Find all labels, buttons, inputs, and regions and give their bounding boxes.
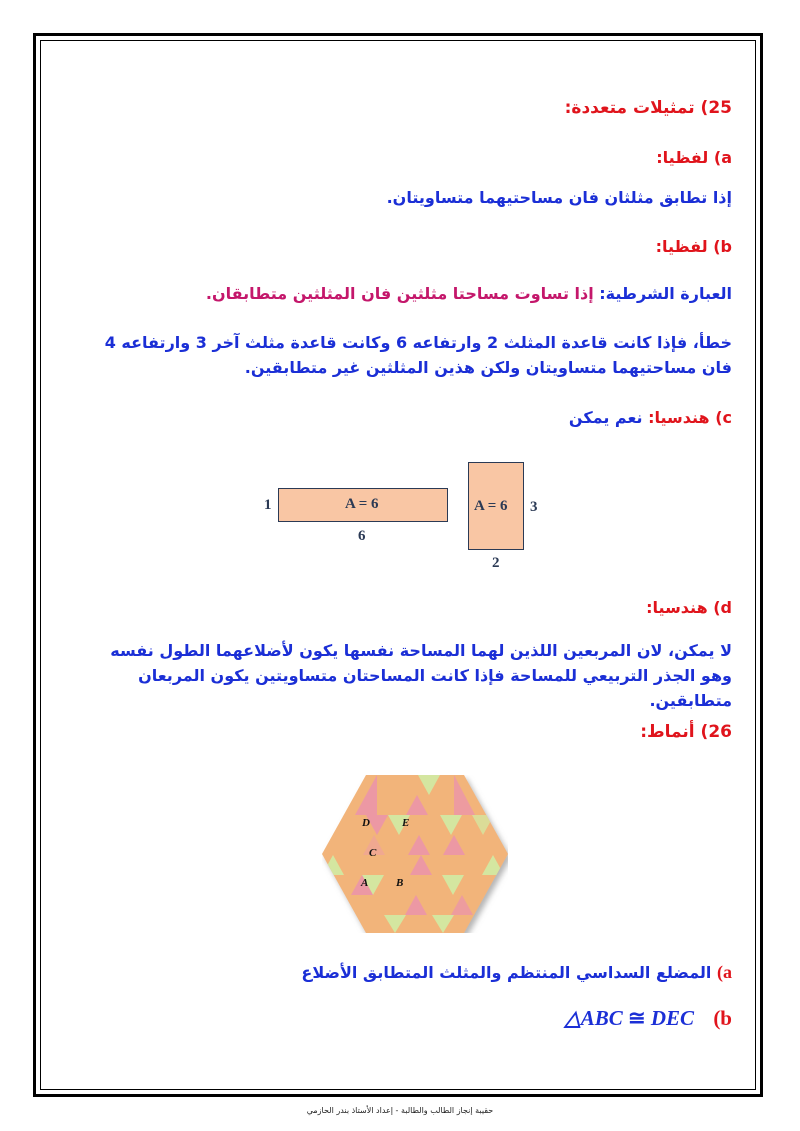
- conditional-text: إذا تساوت مساحتا مثلثين فان المثلثين متطابقان.: [205, 284, 594, 303]
- rectangle-1-area: A = 6: [345, 496, 379, 512]
- rectangle-1-height: 1: [264, 497, 272, 513]
- q26-a-line: [301, 962, 732, 983]
- hex-label-a: A: [361, 877, 369, 889]
- congruence-right: DEC: [650, 1006, 695, 1030]
- q26-b-label: (b: [713, 1006, 732, 1030]
- q26-heading: 26) أنماط:: [640, 722, 732, 742]
- q25-conditional: [206, 284, 732, 303]
- congruence-symbol: ≅: [628, 1006, 646, 1030]
- q26-b-congruence: [565, 1006, 732, 1031]
- q25-heading: 25) تمثيلات متعددة:: [564, 98, 732, 118]
- hexagon-tiling-svg: [322, 775, 508, 933]
- hex-label-c: C: [369, 847, 377, 859]
- congruence-left: △ABC: [564, 1006, 623, 1030]
- q25-d-label: d) هندسيا:: [646, 598, 732, 617]
- rectangle-2-height: 3: [530, 499, 538, 515]
- conditional-prefix: العبارة الشرطية:: [599, 284, 732, 303]
- q25-c-label: c) هندسيا:: [648, 408, 732, 427]
- q25-a-label: a) لفظيا:: [656, 148, 732, 167]
- hex-label-b: B: [396, 877, 404, 889]
- hex-label-e: E: [402, 817, 410, 829]
- q25-counterexample: خطأ، فإذا كانت قاعدة المثلث 2 وارتفاعه 6 وكانت قاعدة مثلث آخر 3 وارتفاعه 4 فان مساحتيهما متساويتان ولكن هذين المثلثين غير متطابقين.: [104, 333, 732, 377]
- page-footer: حقيبة إنجاز الطالب والطالبة - إعداد الأستاذ بندر الحازمي: [306, 1106, 494, 1115]
- q26-a-text: المضلع السداسي المنتظم والمثلث المتطابق الأضلاع: [301, 963, 712, 982]
- rectangle-1-width: 6: [358, 528, 366, 544]
- q25-c-line: [569, 408, 732, 427]
- hexagon-pattern: [322, 775, 508, 937]
- rectangle-2-area: A = 6: [474, 498, 508, 514]
- hex-label-d: D: [362, 817, 370, 829]
- q25-a-text: إذا تطابق مثلثان فان مساحتيهما متساويتان.: [386, 188, 732, 207]
- q25-d-text: لا يمكن، لان المربعين اللذين لهما المساحة نفسها يكون لأضلاعهما الطول نفسه وهو الجذر التربيعي للمساحة فإذا كانت المساحتان متساويتين يكون المربعان متطابقين.: [110, 641, 732, 710]
- q25-b-label: b) لفظيا:: [655, 237, 732, 256]
- rectangle-2-width: 2: [492, 555, 500, 571]
- q26-a-label: a): [717, 962, 732, 982]
- q25-c-text: نعم يمكن: [568, 408, 643, 427]
